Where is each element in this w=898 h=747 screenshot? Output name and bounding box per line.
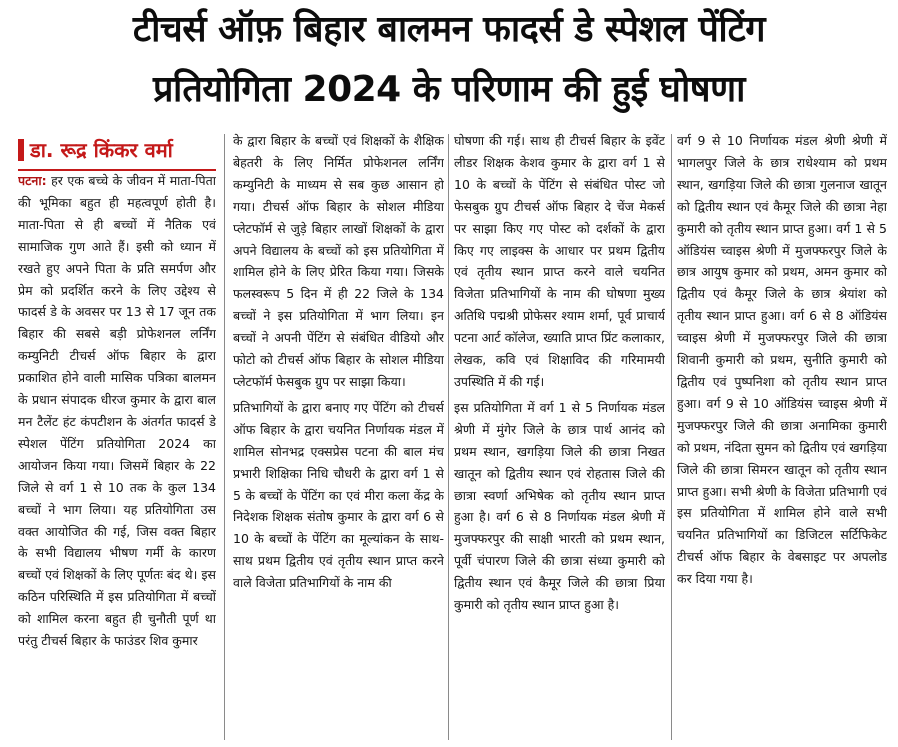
column-divider <box>448 134 449 740</box>
paragraph-text: हर एक बच्चे के जीवन में माता-पिता की भूमिका बहुत ही महत्वपूर्ण होती है। माता-पिता से ही बच्चों में नैतिक एवं सामाजिक गुण आते हैं। इसी को ध्यान में रखते हुए अपने पिता के प्रति समर्पण और प्रेम को प्रदर्शित करने के लिए उद्देश्य से फादर्स डे के अवसर पर 13 से 17 जून तक बिहार की सबसे बड़ी प्रोफेशनल लर्निंग कम्युनिटी टीचर्स ऑफ बिहार के द्वारा प्रकाशित होने वाली मासिक पत्रिका बालमन के प्रधान संपादक धीरज कुमार के द्वारा बाल मन टैलेंट हंट कंपटीशन के अंतर्गत फादर्स डे स्पेशल पेंटिंग प्रतियोगिता 2024 का आयोजन किया गया। जिसमें बिहार के 22 जिले से वर्ग 1 से 10 तक के कुल 134 बच्चों ने भाग लिया। यह प्रतियोगिता उस वक्त आयोजित की गई, जिस वक्त बिहार के सभी विद्यालय भीषण गर्मी के कारण बच्चों एवं शिक्षकों के लिए पूर्णतः बंद थे। इस कठिन परिस्थिति में इस प्रतियोगिता में बच्चों को शामिल करना बहुत ही चुनौती पूर्ण था परंतु टीचर्स बिहार के फाउंडर शिव कुमार <box>18 173 216 649</box>
column-divider <box>671 134 672 740</box>
paragraph: प्रतिभागियों के द्वारा बनाए गए पेंटिंग को टीचर्स ऑफ बिहार के द्वारा चयनित निर्णायक मंडल में शामिल सोनभद्र एक्सप्रेस पटना की बाल मंच प्रभारी शिक्षिका निधि चौधरी के द्वारा वर्ग 1 से 5 के बच्चों के पेंटिंग का एवं मीरा कला केंद्र के निदेशक शिक्षक संतोष कुमार के द्वारा वर्ग 6 से 10 के बच्चों के पेंटिंग का मूल्यांकन के साथ-साथ प्रथम द्वितीय एवं तृतीय स्थान प्राप्त करने वाले विजेता प्रतिभागियों के नाम की <box>233 399 444 591</box>
headline <box>0 0 898 128</box>
paragraph: के द्वारा बिहार के बच्चों एवं शिक्षकों के शैक्षिक बेहतरी के लिए निर्मित प्रोफेशनल लर्निंग कम्युनिटी के माध्यम से सब कुछ आसान हो गया। टीचर्स ऑफ बिहार के सोशल मीडिया प्लेटफॉर्म से जुड़े बिहार लाखों शिक्षकों के द्वारा अपने विद्यालय के बच्चों को इस प्रतियोगिता में शामिल होने के लिए प्रेरित किया गया। जिसके फलस्वरूप 5 दिन में ही 22 जिले के 134 बच्चों ने इस प्रतियोगिता में भाग लिया। इन बच्चों ने अपनी पेंटिंग से संबंधित वीडियो और फोटो को टीचर्स ऑफ बिहार के सोशल मीडिया प्लेटफॉर्म फेसबुक ग्रुप पर साझा किया। <box>233 133 444 389</box>
article-column-3 <box>454 130 665 742</box>
article-column-1 <box>18 170 216 742</box>
paragraph: इस प्रतियोगिता में वर्ग 1 से 5 निर्णायक मंडल श्रेणी में मुंगेर जिले के छात्र पार्थ आनंद को प्रथम स्थान, खगड़िया जिले की छात्रा निखत खातून को द्वितीय स्थान एवं रोहतास जिले की छात्रा स्वर्णा अभिषेक को तृतीय स्थान प्राप्त हुआ है। वर्ग 6 से 8 निर्णायक मंडल श्रेणी में मुजफ्फरपुर की साक्षी भारती को प्रथम स्थान, पूर्वी चंपारण जिले की छात्रा संध्या कुमारी को द्वितीय स्थान एवं कैमूर जिले की छात्रा प्रिया कुमारी को तृतीय स्थान प्राप्त हुआ है। <box>454 399 665 613</box>
dateline: पटना: <box>18 173 47 188</box>
paragraph <box>18 170 216 652</box>
byline-bar <box>18 139 24 161</box>
byline <box>18 135 216 171</box>
paragraph: घोषणा की गई। साथ ही टीचर्स बिहार के इवेंट लीडर शिक्षक केशव कुमार के द्वारा वर्ग 1 से 10 के बच्चों के पेंटिंग से संबंधित पोस्ट जो फेसबुक ग्रुप टीचर्स ऑफ बिहार दे चेंज मेकर्स पर साझा किए गए पोस्ट को दर्शकों के द्वारा किए गए लाइक्स के आधार पर प्रथम द्वितीय एवं तृतीय स्थान प्राप्त करने वाले चयनित विजेता प्रतिभागियों के नाम की घोषणा मुख्य अतिथि पद्मश्री प्रोफेसर श्याम शर्मा, पूर्व प्राचार्य पटना आर्ट कॉलेज, ख्याति प्राप्त प्रिंट कलाकार, लेखक, कवि एवं शिक्षाविद की गरिमामयी उपस्थिति में की गई। <box>454 133 665 389</box>
headline-line-2: प्रतियोगिता 2024 के परिणाम की हुई घोषणा <box>153 69 745 110</box>
headline-line-1: टीचर्स ऑफ़ बिहार बालमन फादर्स डे स्पेशल पेंटिंग <box>132 9 766 50</box>
column-divider <box>224 134 225 740</box>
article-column-4 <box>677 130 887 742</box>
byline-name: डा. रूद्र किंकर वर्मा <box>30 138 173 162</box>
article-column-2 <box>233 130 444 742</box>
paragraph: वर्ग 9 से 10 निर्णायक मंडल श्रेणी श्रेणी में भागलपुर जिले के छात्र राधेश्याम को प्रथम स्थान, खगड़िया जिले की छात्रा गुलनाज खातून को द्वितीय स्थान एवं कैमूर जिले की छात्रा नेहा कुमारी को तृतीय स्थान प्राप्त हुआ। वर्ग 1 से 5 ऑडियंस च्वाइस श्रेणी में मुजफ्फरपुर जिले के छात्र आयुष कुमार को प्रथम, अमन कुमार को द्वितीय एवं कैमूर जिले के छात्र श्रेयांश को तृतीय स्थान प्राप्त हुआ। वर्ग 6 से 8 ऑडियंस च्वाइस श्रेणी में मुजफ्फरपुर जिले की छात्रा शिवानी कुमारी को प्रथम, सुनीति कुमारी को द्वितीय एवं पुष्पनिशा को तृतीय स्थान प्राप्त हुआ। वर्ग 9 से 10 ऑडियंस च्वाइस श्रेणी में मुजफ्फरपुर जिले की छात्रा अनामिका कुमारी को प्रथम, नंदिता सुमन को द्वितीय एवं खगड़िया जिले की छात्रा सिमरन खातून को तृतीय स्थान प्राप्त हुआ। सभी श्रेणी के विजेता प्रतिभागी एवं इस प्रतियोगिता में शामिल होने वाले सभी चयनित प्रतिभागियों का डिजिटल सर्टिफिकेट टीचर्स ऑफ बिहार के वेबसाइट पर अपलोड कर दिया गया है। <box>677 133 887 587</box>
